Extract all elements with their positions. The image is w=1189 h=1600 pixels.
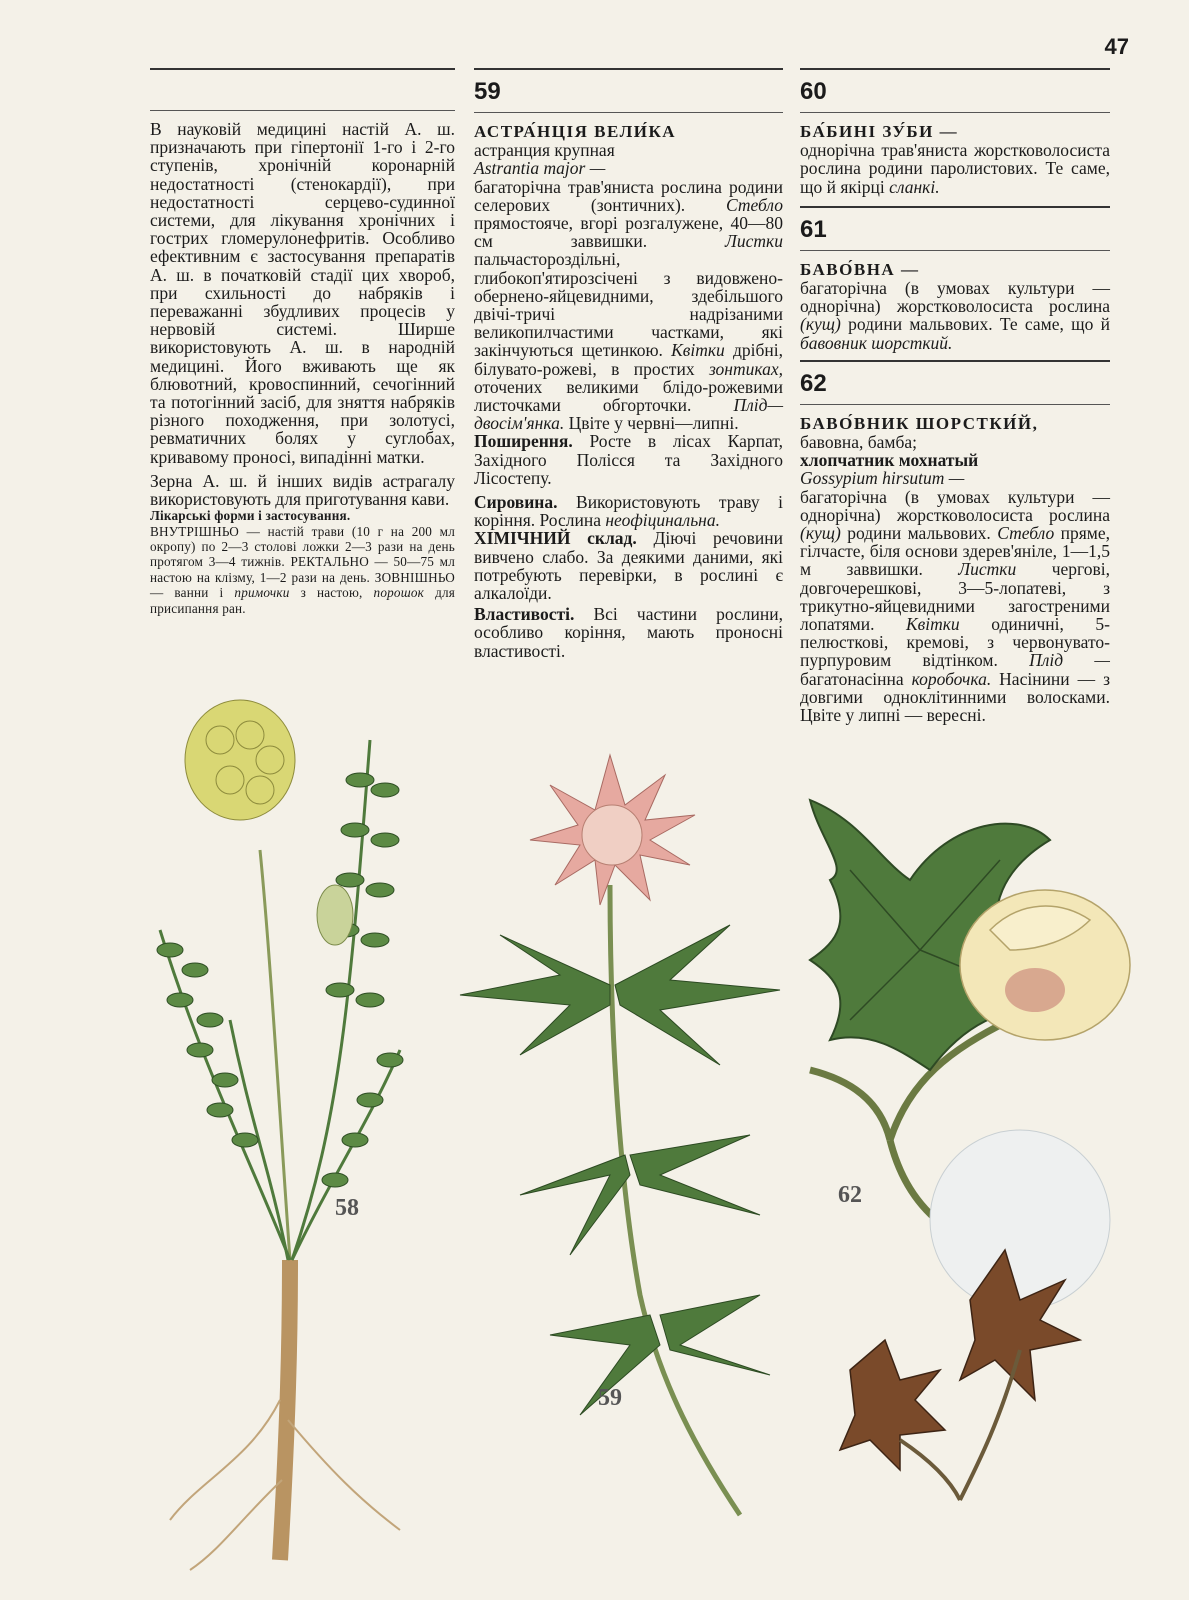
desc-62-5-it: Плід —: [1029, 650, 1110, 671]
desc-62-2-it: Стебло: [997, 523, 1055, 544]
entry-title-59: АСТРА́НЦІЯ ВЕЛИ́КА: [474, 122, 677, 141]
column-left: [150, 68, 455, 616]
chem-text-59: Діючі речовини вивчено слабо. За деякими даними, які потребують перевірки, в рослині є алкалоїди.: [474, 528, 783, 604]
desc-62-3: пряме, гілчасте, біля основи здерев'яніле, 1—1,5 м заввишки.: [800, 523, 1111, 580]
entry-61-t1: багаторічна (в умовах культури — однорічна) жорстковолосиста рослина: [800, 278, 1110, 317]
desc-62-6-it: коробочка.: [911, 668, 992, 689]
forms-italic-1: примочки: [234, 585, 290, 601]
figure-label-59: 59: [598, 1385, 622, 1411]
desc-59-2-it: Листки: [725, 231, 783, 252]
raw-label-59: Сировина.: [474, 492, 558, 513]
entry-61-t2-it: бавовник шорсткий.: [800, 332, 953, 353]
entry-number-60: 60: [800, 78, 827, 105]
desc-59-2: прямостояче, вгорі розгалужене, 40—80 см заввишки.: [474, 213, 783, 252]
paragraph-medicine: В науковій медицині настій А. ш. призначають при гіпертонії 1-го і 2-го ступенів, хронічній коронарній недостатності (стенокардії), при недостатності серцево-судинної системи, для лікування хронічних і гострих гломерулонефритів. Особливо ефективним є застосування препаратів А. ш. в початковій стадії цих хвороб, при схильності до набряків і переважанні збудливих процесів у нервовій системі. Ширше використовують А. ш. в народній медицині. Його вживають ще як блювотний, кровоспинний, сечогінний та потогінний засіб, для зняття набряків різного походження, при золотусі, ревматичних болях у суглобах, кривавому проносі, випадінні матки.: [150, 119, 455, 467]
entry-header-59: [474, 70, 783, 112]
entry-title-62: БАВО́ВНИК ШОРСТКИ́Й,: [800, 413, 1039, 433]
entry-number-62: 62: [800, 369, 827, 397]
forms-mid: з настою,: [300, 585, 363, 601]
properties-59: [474, 605, 783, 660]
top-rule: [150, 68, 455, 70]
astragalus-illustration: [140, 700, 440, 1580]
column-right: [800, 68, 1110, 724]
prop-text-59: Всі частини рослини, особливо коріння, мають проносні властивості.: [474, 604, 783, 661]
section-rule: [800, 112, 1110, 113]
forms-end: для присипання ран.: [150, 585, 456, 616]
desc-59-6: Цвіте у червні—липні.: [568, 413, 739, 434]
desc-59-4: дрібні, білувато-рожеві, в простих: [474, 340, 784, 379]
figure-label-58: 58: [335, 1195, 359, 1221]
desc-59-5-it: Плід— двосім'янка.: [474, 395, 784, 434]
entry-61-body: [800, 260, 1110, 352]
raw-material-59: [474, 493, 783, 602]
entry-62-body: [800, 414, 1110, 724]
desc-62-6: багатонасінна: [800, 668, 904, 689]
desc-62-2: родини мальвових.: [847, 523, 991, 544]
entry-title-60: БА́БИНІ ЗУ́БИ —: [800, 122, 959, 141]
spread-label-59: Поширення.: [474, 431, 573, 452]
desc-59-3: пальчастороздільні, глибокоп'ятирозсічені з видовжено-обернено-яйцевидними, здебільшого двічі-тричі надрізаними великопилчастими частками, які закінчуються щетинкою.: [474, 249, 783, 361]
forms-section: [150, 508, 455, 616]
entry-59-body: [474, 122, 783, 487]
entry-61-t1-it: (кущ): [800, 314, 841, 335]
desc-62-3-it: Листки: [958, 559, 1017, 580]
forms-italic-2: порошок: [373, 585, 425, 601]
section-rule: [150, 110, 455, 111]
ru-name-59: астранция крупная: [474, 140, 615, 161]
raw-it-59: неофіцинальна.: [605, 510, 720, 531]
entry-header-61: [800, 208, 1110, 250]
entry-header-60: [800, 70, 1110, 112]
spread-text-59: Росте в лісах Карпат, Західного Полісся та Західного Лісостепу.: [474, 431, 784, 488]
desc-62-1-it: (кущ): [800, 523, 841, 544]
entry-60-text: однорічна трав'яниста жорстковолосиста рослина родини паролистових. Те саме, що й якірці: [800, 140, 1110, 197]
section-rule: [474, 112, 783, 113]
page-number: 47: [1104, 34, 1129, 59]
entry-60-body: [800, 122, 1110, 196]
latin-name-59: Astrantia major —: [474, 158, 606, 179]
desc-59-1-it: Стебло: [725, 194, 783, 215]
desc-59-3-it: Квітки: [671, 340, 725, 361]
desc-59-1: багаторічна трав'яниста рослина родини селерових (зонтичних).: [474, 176, 783, 215]
forms-title: Лікарські форми і застосування.: [150, 508, 351, 524]
figure-label-62: 62: [838, 1182, 862, 1208]
desc-59-5: оточених великими блідо-рожевими листочками обгорточки.: [474, 376, 783, 416]
forms-text: ВНУТРІШНЬО — настій трави (10 г на 200 мл окропу) по 2—3 столові ложки 2—3 рази на день протягом 3—4 тижнів. РЕКТАЛЬНО — 50—75 мл настою на клізму, 1—2 рази на день. ЗОВНІШНЬО — ванни і: [150, 523, 455, 601]
cotton-illustration: [790, 780, 1130, 1500]
entry-title-61: БАВО́ВНА —: [800, 259, 920, 279]
desc-62-4: чергові, довгочерешкові, 3—5-лопатеві, з трикутно-яйцевидними загостреними лопатями.: [800, 559, 1110, 635]
ru-name-62: хлопчатник мохнатый: [800, 450, 979, 471]
section-rule: [800, 250, 1110, 251]
entry-61-t2: родини мальвових. Те саме, що й: [848, 314, 1110, 335]
alt-name-62: бавовна, бамба;: [800, 432, 917, 453]
desc-59-4-it: зонтиках,: [708, 358, 783, 379]
entry-number-61: 61: [800, 215, 827, 243]
paragraph-coffee: Зерна А. ш. й інших видів астрагалу використовують для приготування кави.: [150, 470, 455, 510]
column-middle: [474, 68, 783, 660]
desc-62-1: багаторічна (в умовах культури — однорічна) жорстковолосиста рослина: [800, 486, 1110, 525]
astrantia-illustration: [460, 735, 790, 1525]
latin-name-62: Gossypium hirsutum —: [800, 468, 965, 489]
prop-label-59: Властивості.: [474, 604, 575, 625]
chem-label-59: ХІМІЧНИЙ склад.: [474, 528, 637, 549]
raw-text-59: Використовують траву і коріння. Рослина: [474, 492, 783, 531]
entry-header-62: [800, 362, 1110, 404]
desc-62-7: Насінини — з довгими одноклітинними волосками. Цвіте у липні — вересні.: [800, 668, 1111, 726]
section-rule: [800, 404, 1110, 405]
desc-62-5: одиничні, 5-пелюсткові, кремові, з червонувато-пурпуровим відтінком.: [800, 614, 1111, 671]
entry-60-text-it: сланкі.: [889, 176, 940, 197]
entry-number-59: 59: [474, 78, 501, 105]
desc-62-4-it: Квітки: [906, 614, 960, 635]
